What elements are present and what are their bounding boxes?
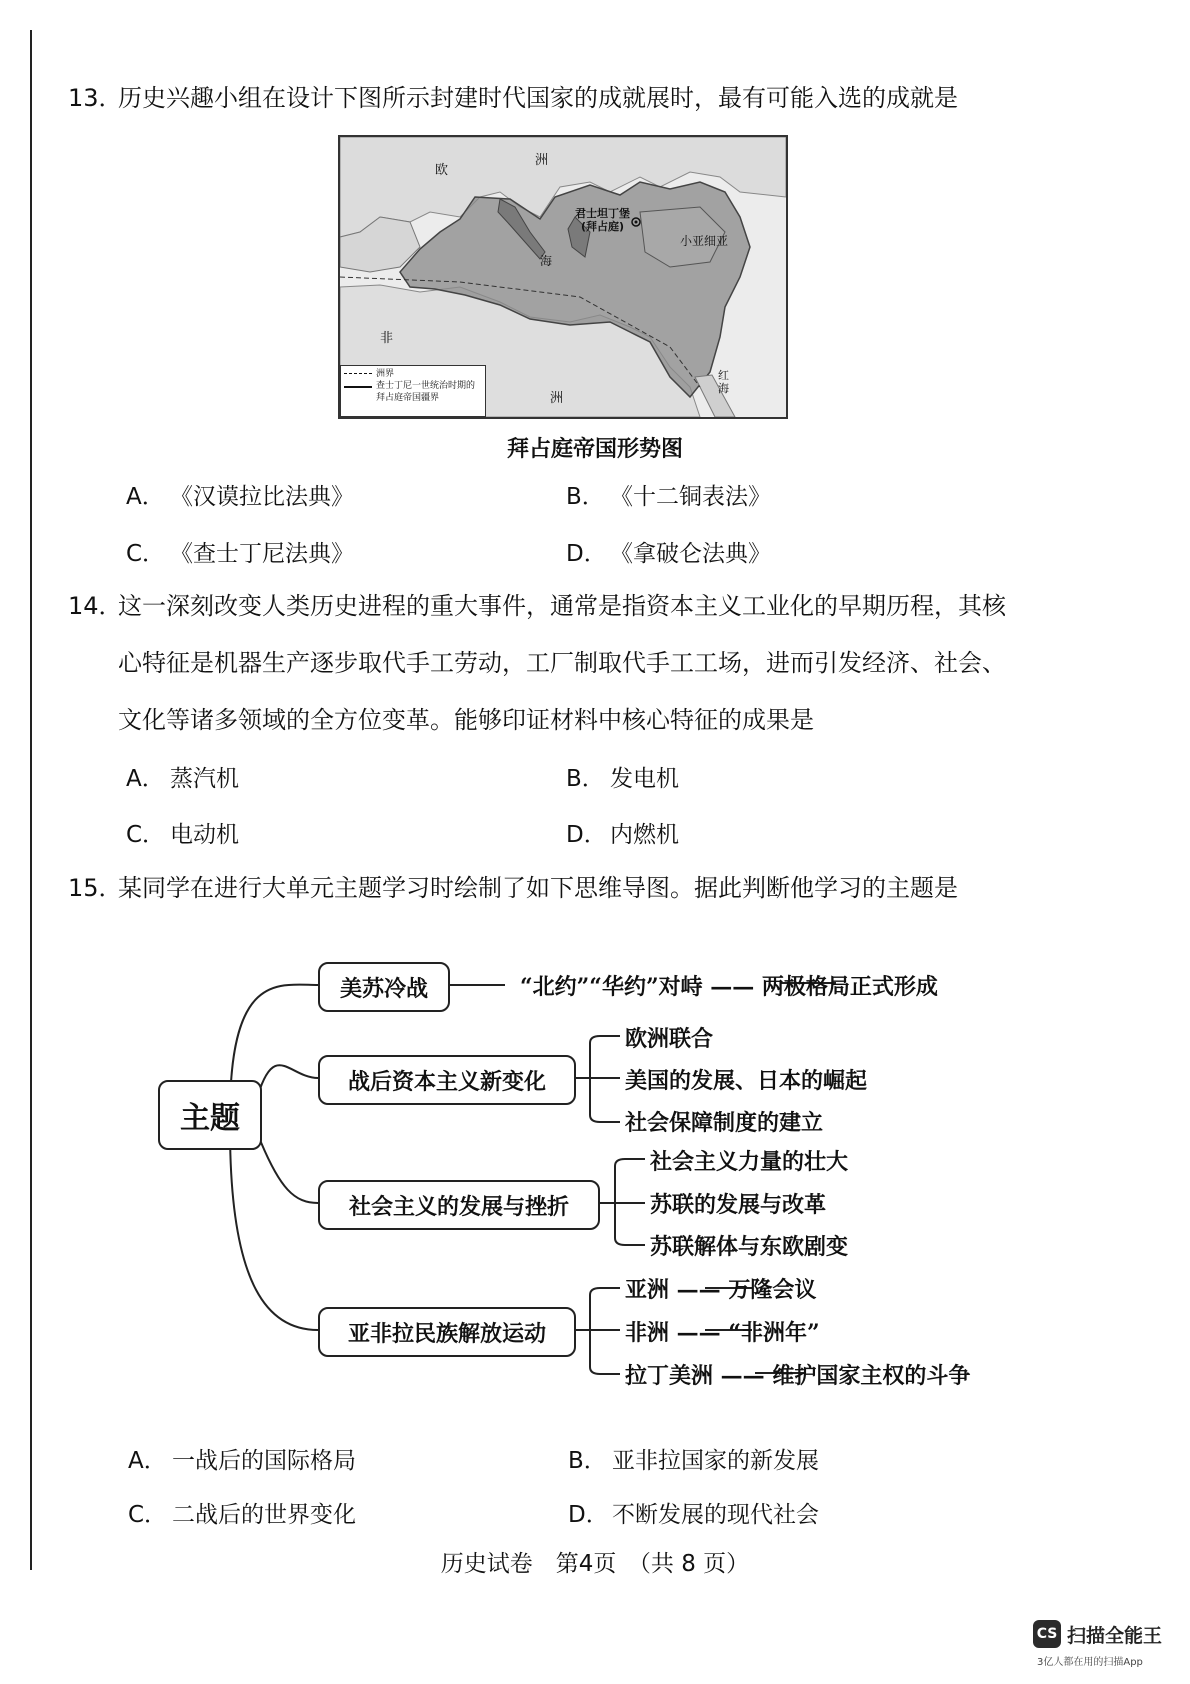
question-line-1: 这一深刻改变人类历史进程的重大事件，通常是指资本主义工业化的早期历程，其核 — [118, 592, 1006, 620]
question-13 — [68, 70, 1088, 127]
option-text: 《十二铜表法》 — [610, 484, 771, 510]
mindmap-leaf: 社会主义力量的壮大 — [650, 1149, 849, 1175]
mindmap-branch-cold-war: 美苏冷战 — [318, 962, 450, 1012]
camscanner-logo-icon: CS — [1033, 1620, 1061, 1648]
watermark-name: 扫描全能王 — [1067, 1625, 1163, 1647]
question-number: 13． — [68, 84, 123, 112]
option-letter: D． — [566, 822, 607, 848]
map-label-africa-1: 非 — [380, 331, 394, 346]
option-text: 不断发展的现代社会 — [612, 1502, 819, 1528]
q13-option-b[interactable] — [566, 478, 771, 511]
map-label-africa-2: 洲 — [550, 391, 564, 406]
legend-territory: 查士丁尼一世统治时期的拜占庭帝国疆界 — [376, 381, 476, 403]
option-text: 亚非拉国家的新发展 — [612, 1448, 819, 1474]
option-letter: D． — [566, 541, 607, 567]
q14-option-d[interactable] — [566, 816, 679, 849]
mindmap-leaf: 欧洲联合 — [625, 1026, 714, 1052]
option-letter: C． — [126, 822, 166, 848]
map-label-red-sea: 红海 — [718, 369, 729, 395]
option-letter: D． — [568, 1502, 609, 1528]
question-line-2: 心特征是机器生产逐步取代手工劳动，工厂制取代手工工场，进而引发经济、社会、 — [118, 649, 1006, 677]
option-letter: A． — [126, 766, 165, 792]
option-text: 一战后的国际格局 — [172, 1448, 356, 1474]
map-caption: 拜占庭帝国形势图 — [506, 436, 683, 462]
mindmap-leaf: 拉丁美洲 —— 维护国家主权的斗争 — [625, 1363, 971, 1389]
q14-option-b[interactable] — [566, 760, 679, 793]
option-text: 《查士丁尼法典》 — [170, 541, 354, 567]
q13-option-a[interactable] — [126, 478, 354, 511]
mindmap-branch-liberation: 亚非拉民族解放运动 — [318, 1307, 576, 1357]
option-text: 电动机 — [170, 822, 239, 848]
map-legend — [340, 365, 486, 417]
option-letter: B． — [566, 484, 605, 510]
mind-map — [0, 930, 1190, 1420]
map-label-asia-minor: 小亚细亚 — [680, 234, 729, 248]
mindmap-branch-capitalism: 战后资本主义新变化 — [318, 1055, 576, 1105]
mindmap-root: 主题 — [158, 1080, 262, 1150]
legend-continent-boundary: 洲界 — [376, 369, 395, 379]
q15-option-a[interactable] — [128, 1442, 356, 1475]
map-label-europe-1: 欧 — [435, 163, 449, 178]
page-footer: 历史试卷 第4页 （共 8 页） — [440, 1551, 750, 1577]
question-line-3: 文化等诸多领域的全方位变革。能够印证材料中核心特征的成果是 — [118, 706, 814, 734]
option-text: 蒸汽机 — [170, 766, 239, 792]
option-text: 《汉谟拉比法典》 — [170, 484, 354, 510]
option-text: 内燃机 — [610, 822, 679, 848]
map-label-sea: 海 — [540, 254, 553, 268]
q14-option-c[interactable] — [126, 816, 239, 849]
mindmap-leaf: 非洲 —— “非洲年” — [625, 1320, 820, 1346]
q15-option-c[interactable] — [128, 1496, 356, 1529]
question-number: 15． — [68, 874, 123, 902]
option-text: 发电机 — [610, 766, 679, 792]
mindmap-leaf: 社会保障制度的建立 — [625, 1110, 824, 1136]
q15-option-b[interactable] — [568, 1442, 819, 1475]
map-label-europe-2: 洲 — [535, 153, 549, 168]
constantinople-alias: (拜占庭) — [580, 220, 625, 233]
option-letter: A． — [128, 1448, 167, 1474]
q14-option-a[interactable] — [126, 760, 239, 793]
map-label-constantinople — [575, 207, 630, 233]
mindmap-leaf: 亚洲 —— 万隆会议 — [625, 1277, 817, 1303]
mindmap-leaf: 苏联解体与东欧剧变 — [650, 1234, 849, 1260]
question-14 — [68, 578, 1088, 749]
constantinople-name: 君士坦丁堡 — [575, 207, 630, 220]
option-letter: B． — [566, 766, 605, 792]
option-text: 《拿破仑法典》 — [610, 541, 771, 567]
question-text: 某同学在进行大单元主题学习时绘制了如下思维导图。据此判断他学习的主题是 — [118, 874, 958, 902]
question-number: 14． — [68, 592, 123, 620]
option-letter: A． — [126, 484, 165, 510]
option-letter: B． — [568, 1448, 607, 1474]
mindmap-leaf: 美国的发展、日本的崛起 — [625, 1068, 868, 1094]
option-letter: C． — [126, 541, 166, 567]
mindmap-leaf-nato-warsaw: “北约”“华约”对峙 —— 两极格局正式形成 — [520, 974, 938, 1000]
watermark-subtitle: 3亿人都在用的扫描App — [1037, 1657, 1143, 1668]
mindmap-leaf: 苏联的发展与改革 — [650, 1192, 827, 1218]
q15-option-d[interactable] — [568, 1496, 819, 1529]
q13-option-d[interactable] — [566, 535, 771, 568]
byzantine-map — [338, 135, 788, 419]
mindmap-branch-socialism: 社会主义的发展与挫折 — [318, 1180, 600, 1230]
option-letter: C． — [128, 1502, 168, 1528]
q13-option-c[interactable] — [126, 535, 354, 568]
question-15 — [68, 860, 1088, 917]
option-text: 二战后的世界变化 — [172, 1502, 356, 1528]
question-text: 历史兴趣小组在设计下图所示封建时代国家的成就展时，最有可能入选的成就是 — [118, 84, 958, 112]
